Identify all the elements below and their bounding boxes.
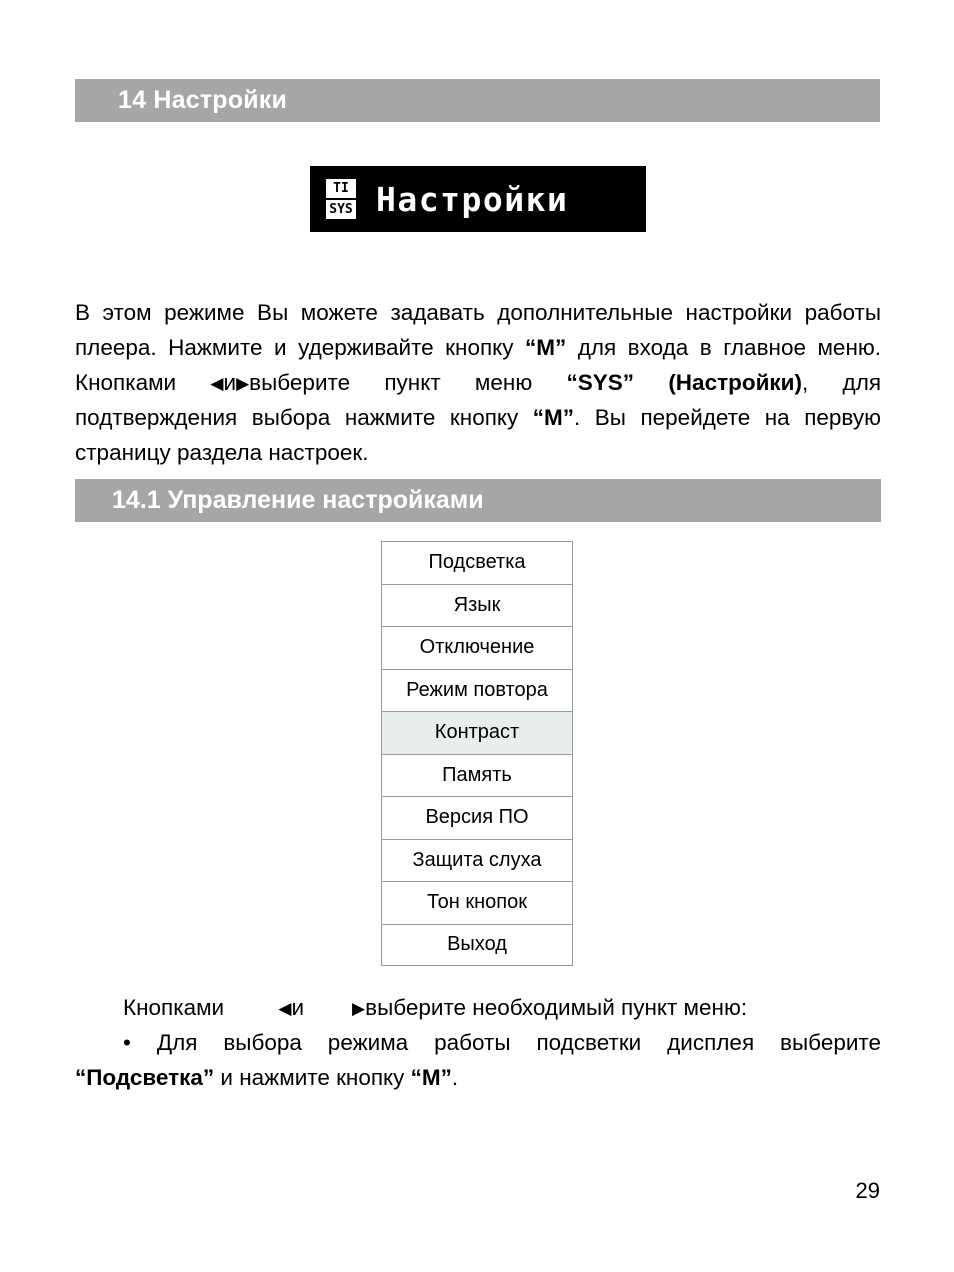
section-title: 14.1 Управление настройками <box>112 486 484 514</box>
outro-bold-backlight: “Подсветка” <box>75 1065 215 1090</box>
chapter-title: 14 Настройки <box>118 86 288 114</box>
menu-item-contrast[interactable] <box>381 711 573 754</box>
outro-bold-m: “M” <box>410 1065 452 1090</box>
menu-item-hearing-protection[interactable] <box>381 839 573 882</box>
intro-conj-1: и <box>223 369 237 395</box>
intro-text-3: выберите пункт меню <box>249 369 567 395</box>
menu-item-label: Тон кнопок <box>427 891 527 914</box>
outro-line-2 <box>75 1025 881 1095</box>
outro-text-4: и нажмите кнопку <box>214 1065 411 1090</box>
menu-item-label: Режим повтора <box>406 678 548 701</box>
left-arrow-icon: ◀ <box>210 373 224 393</box>
menu-item-power-off[interactable] <box>381 626 573 669</box>
outro-paragraphs <box>75 990 881 1095</box>
menu-item-label: Язык <box>453 593 501 616</box>
lcd-screen-image <box>310 166 646 232</box>
menu-item-label: Контраст <box>434 721 520 744</box>
outro-text-3: Для выбора режима работы подсветки дисплея выберите <box>156 1030 881 1055</box>
menu-item-backlight[interactable] <box>381 541 573 584</box>
section-header-bar <box>75 479 881 522</box>
page-number: 29 <box>855 1178 880 1203</box>
sys-icon-bottom-label: SYS <box>326 200 356 219</box>
menu-item-memory[interactable] <box>381 754 573 797</box>
right-arrow-icon: ▶ <box>352 999 366 1018</box>
intro-text-1: В этом режиме Вы можете задавать дополнительные настройки работы плеера. Нажмите и удерживайте кнопку <box>75 299 881 360</box>
outro-text-2: выберите необходимый пункт меню: <box>365 995 748 1020</box>
menu-item-key-tone[interactable] <box>381 881 573 924</box>
menu-item-label: Выход <box>447 933 507 956</box>
sys-icon-top-label: TI <box>326 179 356 198</box>
menu-item-exit[interactable] <box>381 924 573 967</box>
right-arrow-icon: ▶ <box>236 373 250 393</box>
menu-item-firmware-version[interactable] <box>381 796 573 839</box>
intro-bold-m2: “M” <box>532 404 575 430</box>
outro-text-1: Кнопками <box>123 995 231 1020</box>
settings-menu-list <box>381 541 573 966</box>
outro-conj: и <box>291 995 305 1020</box>
intro-text-2: для входа в главное меню. Кнопками <box>75 334 881 395</box>
menu-item-label: Отключение <box>419 636 535 659</box>
outro-line-1 <box>75 990 881 1025</box>
intro-bold-m1: “M” <box>525 334 567 360</box>
menu-item-label: Память <box>442 763 512 786</box>
menu-item-label: Версия ПО <box>425 806 529 829</box>
bullet-marker: • <box>123 1030 131 1055</box>
intro-bold-sys: “SYS” (Настройки) <box>566 369 803 395</box>
intro-text-4: , для подтверждения выбора нажмите кнопку <box>75 369 882 430</box>
menu-item-repeat-mode[interactable] <box>381 669 573 712</box>
chapter-header-bar <box>75 79 880 122</box>
menu-item-label: Подсветка <box>428 551 526 574</box>
menu-item-label: Защита слуха <box>412 848 542 871</box>
outro-text-5: . <box>451 1065 459 1090</box>
intro-paragraph <box>75 295 881 470</box>
intro-text-5: . Вы перейдете на первую страницу раздела настроек. <box>75 404 881 465</box>
sys-icon <box>322 177 360 221</box>
left-arrow-icon: ◀ <box>278 999 292 1018</box>
menu-item-language[interactable] <box>381 584 573 627</box>
lcd-screen-text: Настройки <box>376 179 569 219</box>
